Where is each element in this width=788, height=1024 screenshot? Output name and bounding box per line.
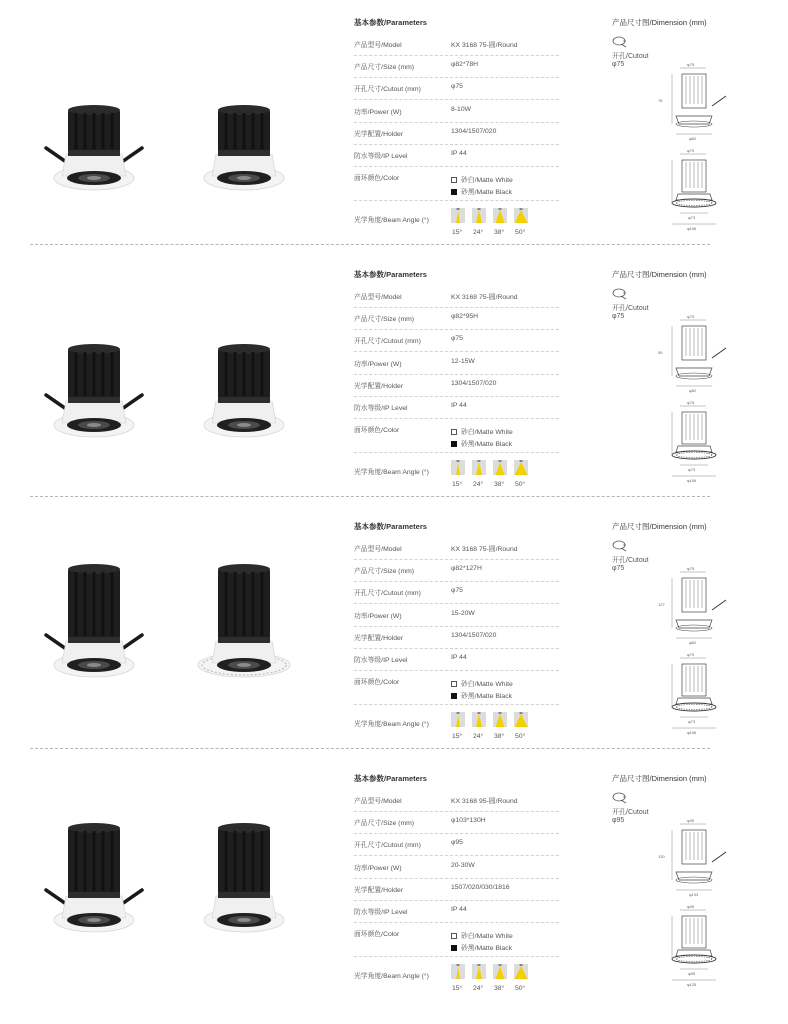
param-label: 面环颜色/Color: [354, 679, 400, 686]
param-row-model: [354, 33, 559, 56]
product-image-with-springs: [24, 307, 164, 462]
product-image-front: [174, 802, 314, 957]
dim-inner-label: φ73: [688, 215, 696, 220]
cutout-label: 开孔/Cutout: [612, 53, 649, 60]
param-row-cutout: [354, 581, 559, 604]
param-label: 光学配置/Holder: [354, 382, 404, 390]
param-row-ip-level: [354, 648, 559, 671]
param-value: 1507/020/030/1816: [451, 883, 510, 891]
parameters-title: 基本参数/Parameters: [354, 774, 427, 783]
dim-inner-label: φ73: [688, 467, 696, 472]
param-value: KX 3168 75-圆/Round: [451, 294, 518, 301]
param-row-beam-angle: [354, 458, 559, 494]
downlight-photo-side: [24, 307, 164, 457]
param-row-color: [354, 418, 559, 453]
param-value: IP 44: [451, 402, 467, 409]
param-value: φ75: [451, 335, 463, 343]
color-option-black: 砂黑/Matte Black: [451, 942, 512, 952]
cutout-label: 开孔/Cutout: [612, 305, 649, 312]
param-label: 开孔尺寸/Cutout (mm): [354, 842, 421, 850]
param-label: 开孔尺寸/Cutout (mm): [354, 338, 421, 346]
param-row-size: [354, 811, 559, 834]
dimension-drawing: [632, 814, 752, 1004]
param-label: 产品型号/Model: [354, 798, 402, 805]
param-value: KX 3168 75-圆/Round: [451, 546, 518, 553]
param-row-size: [354, 55, 559, 78]
white-swatch: [451, 177, 457, 183]
dim-top-label: φ75: [687, 62, 695, 67]
param-row-power: [354, 100, 559, 123]
param-label: 光学角度/Beam Angle (°): [354, 469, 429, 476]
beam-angle-label: 15°: [452, 985, 463, 992]
black-swatch: [451, 189, 457, 195]
dim-top-label: φ95: [687, 818, 695, 823]
param-value: φ82*78H: [451, 61, 479, 69]
product-image-front: [174, 60, 314, 215]
parameters-title: 基本参数/Parameters: [354, 18, 427, 27]
section-divider: [30, 748, 710, 749]
param-value: IP 44: [451, 150, 467, 157]
param-row-color: [354, 670, 559, 705]
downlight-photo-side: [24, 547, 164, 697]
cutout-icon: [612, 540, 628, 552]
dim-top2-label: φ75: [687, 148, 695, 153]
param-label: 开孔尺寸/Cutout (mm): [354, 590, 421, 598]
cutout-value: φ75: [612, 565, 625, 572]
downlight-photo-front: [174, 802, 314, 952]
param-label: 防水等级/IP Level: [354, 153, 408, 160]
downlight-photo-front: [174, 547, 314, 697]
param-label: 产品型号/Model: [354, 294, 402, 301]
param-label: 光学配置/Holder: [354, 130, 404, 138]
param-row-size: [354, 307, 559, 330]
param-value: KX 3168 95-圆/Round: [451, 798, 518, 805]
param-row-cutout: [354, 329, 559, 352]
dim-bottom-label: φ82: [689, 388, 697, 393]
product-section: [0, 504, 788, 756]
param-label: 面环颜色/Color: [354, 931, 400, 938]
param-row-size: [354, 559, 559, 582]
param-value: φ103*130H: [451, 817, 486, 825]
param-row-cutout: [354, 833, 559, 856]
dimension-title: 产品尺寸图/Dimension (mm): [612, 18, 707, 27]
param-value: φ82*127H: [451, 565, 482, 573]
section-divider: [30, 244, 710, 245]
section-divider: [30, 496, 710, 497]
param-label: 产品尺寸/Size (mm): [354, 568, 415, 576]
param-value: 1304/1507/020: [451, 631, 497, 639]
color-option-white: 砂白/Matte White: [451, 930, 513, 940]
color-option-white: 砂白/Matte White: [451, 174, 513, 184]
dim-bottom-label: φ82: [689, 136, 697, 141]
param-row-model: [354, 537, 559, 560]
downlight-photo-front: [174, 60, 314, 210]
color-option-black: 砂黑/Matte Black: [451, 690, 512, 700]
beam-angle-icon: [514, 964, 528, 979]
param-row-beam-angle: [354, 206, 559, 242]
beam-angle-label: 50°: [515, 985, 526, 992]
param-value: 8-10W: [451, 105, 472, 113]
param-label: 功率/Power (W): [354, 612, 402, 620]
dim-height-label: 95: [658, 350, 663, 355]
dim-top2-label: φ75: [687, 652, 695, 657]
param-label: 防水等级/IP Level: [354, 405, 408, 412]
param-label: 光学角度/Beam Angle (°): [354, 217, 429, 224]
black-swatch: [451, 693, 457, 699]
beam-angle-icon: [472, 460, 486, 475]
param-label: 功率/Power (W): [354, 108, 402, 116]
param-value: φ75: [451, 587, 463, 595]
dimension-drawing: [632, 58, 752, 248]
dim-inner-label: φ95: [688, 971, 696, 976]
param-label: 产品尺寸/Size (mm): [354, 316, 415, 324]
param-value: 1304/1507/020: [451, 379, 497, 387]
cutout-value: φ75: [612, 313, 625, 320]
beam-angle-label: 38°: [494, 481, 505, 488]
param-value: 1304/1507/020: [451, 127, 497, 135]
black-swatch: [451, 945, 457, 951]
beam-angle-icon: [451, 964, 465, 979]
param-row-holder: [354, 374, 559, 397]
color-option-black: 砂黑/Matte Black: [451, 438, 512, 448]
dim-top2-label: φ75: [687, 400, 695, 405]
param-row-power: [354, 352, 559, 375]
param-row-model: [354, 285, 559, 308]
param-value: IP 44: [451, 654, 467, 661]
beam-angle-icon: [493, 712, 507, 727]
downlight-photo-side: [24, 802, 164, 952]
product-image-with-springs: [24, 547, 164, 702]
beam-angle-label: 50°: [515, 229, 526, 236]
beam-angle-icon: [472, 208, 486, 223]
param-label: 功率/Power (W): [354, 864, 402, 872]
param-row-holder: [354, 878, 559, 901]
product-section: [0, 0, 788, 252]
param-row-ip-level: [354, 144, 559, 167]
param-row-power: [354, 856, 559, 879]
param-label: 功率/Power (W): [354, 360, 402, 368]
param-label: 产品尺寸/Size (mm): [354, 820, 415, 828]
dim-outer-label: φ106: [687, 730, 697, 735]
beam-angle-label: 24°: [473, 481, 484, 488]
param-label: 光学配置/Holder: [354, 634, 404, 642]
product-section: [0, 756, 788, 1008]
dimension-drawing: [632, 562, 752, 752]
beam-angle-icon: [451, 712, 465, 727]
param-value: φ75: [451, 83, 463, 91]
dim-outer-label: φ125: [687, 982, 697, 987]
dim-top-label: φ75: [687, 314, 695, 319]
beam-angle-icon: [493, 964, 507, 979]
beam-angle-label: 15°: [452, 733, 463, 740]
dim-height-label: 78: [658, 98, 663, 103]
param-row-holder: [354, 122, 559, 145]
param-value: KX 3168 75-圆/Round: [451, 42, 518, 49]
param-row-color: [354, 166, 559, 201]
beam-angle-icon: [493, 460, 507, 475]
param-row-holder: [354, 626, 559, 649]
downlight-photo-front: [174, 307, 314, 457]
cutout-label: 开孔/Cutout: [612, 557, 649, 564]
product-image-front: [174, 547, 314, 702]
color-option-white: 砂白/Matte White: [451, 426, 513, 436]
param-label: 防水等级/IP Level: [354, 909, 408, 916]
param-label: 开孔尺寸/Cutout (mm): [354, 86, 421, 94]
white-swatch: [451, 429, 457, 435]
param-label: 产品型号/Model: [354, 546, 402, 553]
black-swatch: [451, 441, 457, 447]
param-value: 15-20W: [451, 609, 475, 617]
parameters-title: 基本参数/Parameters: [354, 270, 427, 279]
product-image-with-springs: [24, 60, 164, 215]
param-value: φ82*95H: [451, 313, 479, 321]
beam-angle-label: 24°: [473, 229, 484, 236]
parameters-title: 基本参数/Parameters: [354, 522, 427, 531]
downlight-photo-side: [24, 60, 164, 210]
dim-inner-label: φ73: [688, 719, 696, 724]
param-label: 光学配置/Holder: [354, 886, 404, 894]
beam-angle-label: 38°: [494, 229, 505, 236]
param-row-model: [354, 789, 559, 812]
param-label: 产品型号/Model: [354, 42, 402, 49]
param-value: φ95: [451, 839, 463, 847]
param-label: 光学角度/Beam Angle (°): [354, 973, 429, 980]
dim-outer-label: φ106: [687, 478, 697, 483]
dim-top2-label: φ95: [687, 904, 695, 909]
color-option-white: 砂白/Matte White: [451, 678, 513, 688]
product-image-with-springs: [24, 802, 164, 957]
beam-angle-icon: [472, 712, 486, 727]
dimension-title: 产品尺寸图/Dimension (mm): [612, 522, 707, 531]
dimension-drawing: [632, 310, 752, 500]
beam-angle-icon: [451, 208, 465, 223]
beam-angle-label: 24°: [473, 985, 484, 992]
beam-angle-label: 15°: [452, 229, 463, 236]
white-swatch: [451, 681, 457, 687]
beam-angle-label: 38°: [494, 733, 505, 740]
beam-angle-icon: [514, 460, 528, 475]
cutout-icon: [612, 288, 628, 300]
dim-height-label: 127: [658, 602, 665, 607]
param-label: 产品尺寸/Size (mm): [354, 64, 415, 72]
param-value: IP 44: [451, 906, 467, 913]
param-value: 12-15W: [451, 357, 475, 365]
param-row-beam-angle: [354, 710, 559, 746]
product-image-front: [174, 307, 314, 462]
dimension-title: 产品尺寸图/Dimension (mm): [612, 270, 707, 279]
dim-height-label: 130: [658, 854, 665, 859]
param-row-cutout: [354, 77, 559, 100]
beam-angle-icon: [514, 208, 528, 223]
beam-angle-icon: [514, 712, 528, 727]
cutout-icon: [612, 36, 628, 48]
param-label: 面环颜色/Color: [354, 427, 400, 434]
product-section: [0, 252, 788, 504]
param-label: 面环颜色/Color: [354, 175, 400, 182]
color-option-black: 砂黑/Matte Black: [451, 186, 512, 196]
cutout-icon: [612, 792, 628, 804]
param-label: 防水等级/IP Level: [354, 657, 408, 664]
beam-angle-label: 50°: [515, 481, 526, 488]
cutout-value: φ95: [612, 817, 625, 824]
param-row-ip-level: [354, 900, 559, 923]
beam-angle-icon: [493, 208, 507, 223]
param-row-beam-angle: [354, 962, 559, 998]
param-row-color: [354, 922, 559, 957]
cutout-label: 开孔/Cutout: [612, 809, 649, 816]
cutout-value: φ75: [612, 61, 625, 68]
dim-outer-label: φ106: [687, 226, 697, 231]
beam-angle-label: 24°: [473, 733, 484, 740]
param-value: 20-30W: [451, 861, 475, 869]
dim-bottom-label: φ82: [689, 640, 697, 645]
param-label: 光学角度/Beam Angle (°): [354, 721, 429, 728]
beam-angle-label: 38°: [494, 985, 505, 992]
dimension-title: 产品尺寸图/Dimension (mm): [612, 774, 707, 783]
param-row-power: [354, 604, 559, 627]
white-swatch: [451, 933, 457, 939]
beam-angle-icon: [472, 964, 486, 979]
beam-angle-label: 15°: [452, 481, 463, 488]
dim-top-label: φ75: [687, 566, 695, 571]
beam-angle-label: 50°: [515, 733, 526, 740]
beam-angle-icon: [451, 460, 465, 475]
param-row-ip-level: [354, 396, 559, 419]
dim-bottom-label: φ103: [689, 892, 699, 897]
